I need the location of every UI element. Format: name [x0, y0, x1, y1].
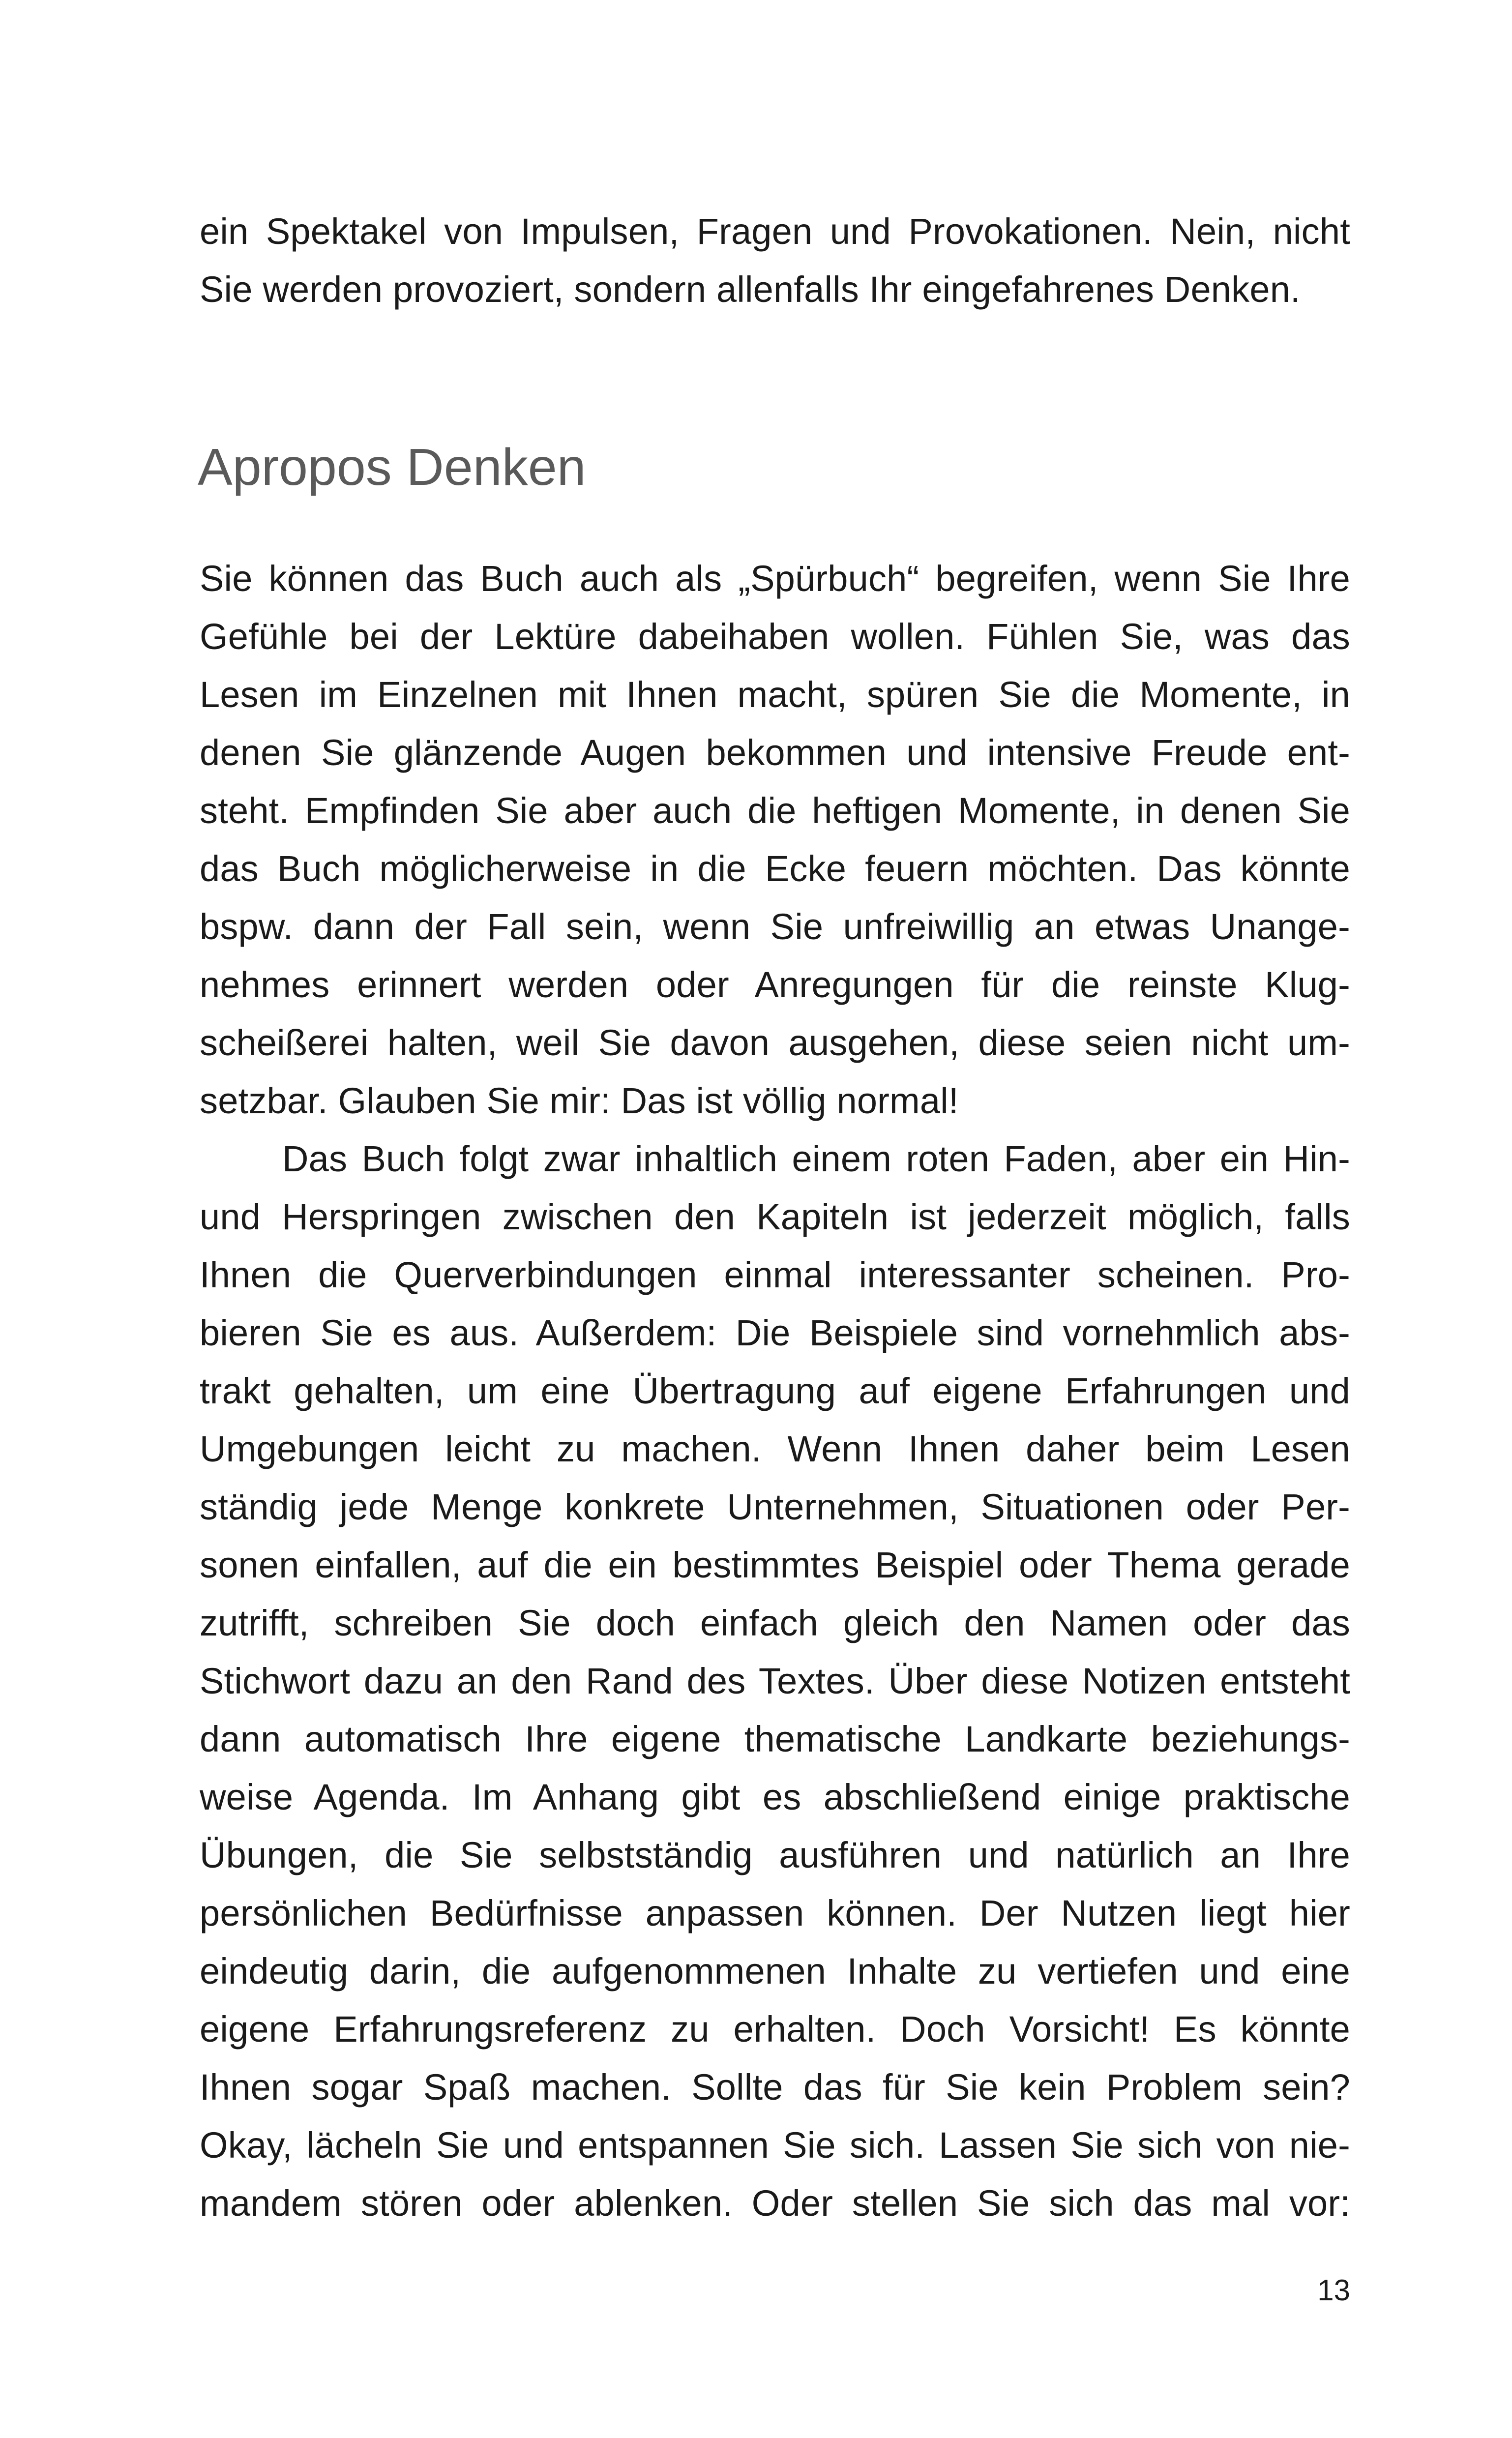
text-line: Umgebungen leicht zu machen. Wenn Ihnen daher beim Lesen	[200, 1428, 1350, 1469]
text-line: bspw. dann der Fall sein, wenn Sie unfreiwillig an etwas Unange-	[200, 906, 1350, 947]
text-line: persönlichen Bedürfnisse anpassen können. Der Nutzen liegt hier	[200, 1893, 1350, 1933]
text-line: das Buch möglicherweise in die Ecke feuern möchten. Das könnte	[200, 848, 1350, 889]
text-line: eindeutig darin, die aufgenommenen Inhalte zu vertiefen und eine	[200, 1951, 1350, 1992]
text-line: Das Buch folgt zwar inhaltlich einem roten Faden, aber ein Hin-	[282, 1138, 1350, 1179]
text-line: Ihnen die Querverbindungen einmal interessanter scheinen. Pro-	[200, 1254, 1350, 1295]
text-line: scheißerei halten, weil Sie davon ausgehen, diese seien nicht um-	[200, 1022, 1350, 1063]
text-line: dann automatisch Ihre eigene thematische Landkarte beziehungs-	[200, 1719, 1350, 1759]
text-line: nehmes erinnert werden oder Anregungen für die reinste Klug-	[200, 964, 1350, 1005]
text-line: eigene Erfahrungsreferenz zu erhalten. Doch Vorsicht! Es könnte	[200, 2009, 1350, 2050]
text-line: zutrifft, schreiben Sie doch einfach gleich den Namen oder das	[200, 1603, 1350, 1643]
text-line: Stichwort dazu an den Rand des Textes. Über diese Notizen entsteht	[200, 1661, 1350, 1701]
text-line: setzbar. Glauben Sie mir: Das ist völlig normal!	[200, 1080, 959, 1121]
text-line: Ihnen sogar Spaß machen. Sollte das für Sie kein Problem sein?	[200, 2067, 1350, 2108]
text-line: Lesen im Einzelnen mit Ihnen macht, spüren Sie die Momente, in	[200, 674, 1350, 715]
text-line: bieren Sie es aus. Außerdem: Die Beispiele sind vornehmlich abs-	[200, 1312, 1350, 1353]
text-line: trakt gehalten, um eine Übertragung auf eigene Erfahrungen und	[200, 1370, 1350, 1411]
text-line: Sie werden provoziert, sondern allenfalls Ihr eingefahrenes Denken.	[200, 269, 1301, 310]
text-line: steht. Empfinden Sie aber auch die heftigen Momente, in denen Sie	[200, 790, 1350, 831]
text-line: sonen einfallen, auf die ein bestimmtes Beispiel oder Thema gerade	[200, 1545, 1350, 1585]
text-line: ein Spektakel von Impulsen, Fragen und Provokationen. Nein, nicht	[200, 211, 1350, 252]
text-line: Übungen, die Sie selbstständig ausführen und natürlich an Ihre	[200, 1835, 1350, 1875]
text-line: ständig jede Menge konkrete Unternehmen, Situationen oder Per-	[200, 1487, 1350, 1527]
page-number: 13	[1317, 2274, 1350, 2307]
text-line: mandem stören oder ablenken. Oder stellen Sie sich das mal vor:	[200, 2183, 1350, 2224]
text-line: Sie können das Buch auch als „Spürbuch“ begreifen, wenn Sie Ihre	[200, 558, 1350, 599]
section-heading: Apropos Denken	[198, 438, 586, 496]
text-line: Okay, lächeln Sie und entspannen Sie sich. Lassen Sie sich von nie-	[200, 2125, 1350, 2166]
text-line: und Herspringen zwischen den Kapiteln ist jederzeit möglich, falls	[200, 1196, 1350, 1237]
text-line: denen Sie glänzende Augen bekommen und intensive Freude ent-	[200, 732, 1350, 773]
text-line: weise Agenda. Im Anhang gibt es abschließend einige praktische	[200, 1777, 1350, 1817]
text-line: Gefühle bei der Lektüre dabeihaben wollen. Fühlen Sie, was das	[200, 616, 1350, 657]
